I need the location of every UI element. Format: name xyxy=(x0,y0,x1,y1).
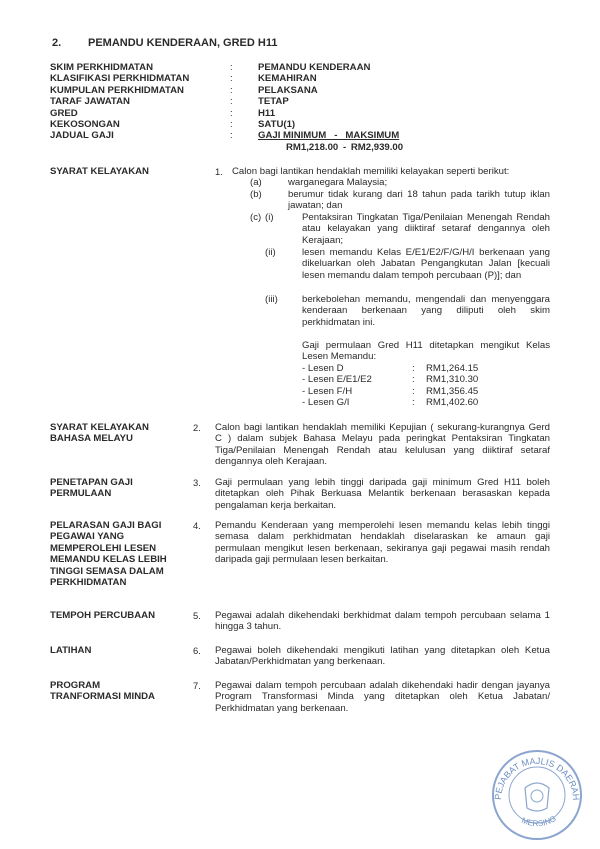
stamp-text-top: PEJABAT MAJLIS DAERAH xyxy=(492,755,582,801)
label-line: PERMULAAN xyxy=(50,488,112,500)
info-row xyxy=(50,62,399,73)
label-line: SYARAT KELAYAKAN xyxy=(50,422,149,433)
info-row xyxy=(50,130,399,141)
info-row xyxy=(50,85,399,96)
license-class: - Lesen G/I xyxy=(302,397,350,409)
info-table xyxy=(50,62,399,142)
section-1-intro: Calon bagi lantikan hendaklah memiliki kelayakan seperti berikut: xyxy=(232,166,510,177)
license-salary: RM1,310.30 xyxy=(426,374,479,386)
colon: : xyxy=(412,397,415,409)
info-label: TARAF JAWATAN xyxy=(50,96,130,108)
item-text: warganegara Malaysia; xyxy=(288,177,388,188)
info-row xyxy=(50,96,399,107)
item-key: (c) xyxy=(250,212,262,223)
info-value: H11 xyxy=(258,107,276,119)
license-list xyxy=(302,363,478,409)
subitem-text: Pentaksiran Tingkatan Tiga/Penilaian Menengah Rendah atau kelayakan yang diiktiraf setaraf dengannya oleh Kerajaan; xyxy=(302,212,550,246)
subitem-key: (iii) xyxy=(265,294,278,305)
section-3-text: Gaji permulaan yang lebih tinggi daripada gaji minimum Gred H11 boleh ditetapkan oleh Pihak Berkuasa Melantik berkenaan berasaskan kepada pengalaman kerja berkaitan. xyxy=(215,477,550,511)
colon: : xyxy=(230,118,233,130)
section-5-text: Pegawai adalah dikehendaki berkhidmat dalam tempoh percubaan selama 1 hingga 3 tahun. xyxy=(215,610,550,633)
section-1-label: SYARAT KELAYAKAN xyxy=(50,166,149,177)
section-title xyxy=(52,38,277,49)
section-3-label xyxy=(50,477,190,500)
item-text: berumur tidak kurang dari 18 tahun pada tarikh tutup iklan jawatan; dan xyxy=(288,189,550,212)
salary-range xyxy=(286,142,403,153)
info-row xyxy=(50,73,399,84)
section-4-label xyxy=(50,520,190,588)
label-line: MEMPEROLEHI LESEN xyxy=(50,542,157,554)
section-number: 5. xyxy=(193,610,201,621)
section-number: 1. xyxy=(215,166,223,177)
label-line: TRANFORMASI MINDA xyxy=(50,691,155,703)
office-stamp xyxy=(487,748,587,843)
license-salary: RM1,356.45 xyxy=(426,385,479,397)
section-number: 7. xyxy=(193,680,201,691)
section-number: 2. xyxy=(52,37,62,49)
colon: : xyxy=(230,107,233,119)
subitem-text: berkebolehan memandu, mengendali dan menyenggara kenderaan berkenaan yang diliputi oleh skim perkhidmatan ini. xyxy=(302,294,550,328)
license-row xyxy=(302,397,478,408)
license-class: - Lesen E/E1/E2 xyxy=(302,374,372,386)
info-label: KEKOSONGAN xyxy=(50,118,120,130)
license-class: - Lesen F/H xyxy=(302,385,353,397)
subitem-key: (i) xyxy=(265,212,274,223)
colon: : xyxy=(230,96,233,108)
info-label: GRED xyxy=(50,107,78,119)
info-label: KLASIFIKASI PERKHIDMATAN xyxy=(50,73,190,85)
section-title-text: PEMANDU KENDERAAN, GRED H11 xyxy=(88,37,278,49)
license-class: - Lesen D xyxy=(302,363,344,374)
section-4-text: Pemandu Kenderaan yang memperolehi lesen memandu kelas lebih tinggi semasa dalam perkhidmatan hendaklah diselaraskan ke amaun gaji permulaan mengikut lesen berkenaan, sekiranya gaji pegawai masih rendah daripada gaji permulaan lesen berkaitan. xyxy=(215,520,550,566)
label-line: PEGAWAI YANG xyxy=(50,531,125,543)
section-2-text: Calon bagi lantikan hendaklah memiliki Kepujian ( sekurang-kurangnya Gerd C ) dalam subjek Bahasa Melayu pada peringkat Pentaksiran Tingkatan Tiga/Penilaian Menengah Rendah atau kelulusan yang diiktiraf setaraf dengannya oleh Kerajaan. xyxy=(215,422,550,468)
item-key: (a) xyxy=(250,177,262,188)
salary-max: RM2,939.00 xyxy=(350,142,404,153)
label-line: TINGGI SEMASA DALAM xyxy=(50,565,164,577)
info-value: PELAKSANA xyxy=(258,84,318,96)
license-row xyxy=(302,374,478,385)
colon: : xyxy=(230,73,233,85)
license-salary: RM1,402.60 xyxy=(426,397,479,409)
colon: : xyxy=(412,385,415,397)
salary-min: RM1,218.00 xyxy=(286,142,339,153)
label-line: PELARASAN GAJI BAGI xyxy=(50,520,162,531)
section-number: 3. xyxy=(193,477,201,488)
info-label: JADUAL GAJI xyxy=(50,130,114,142)
info-label: KUMPULAN PERKHIDMATAN xyxy=(50,84,184,96)
subitem-text: lesen memandu Kelas E/E1/E2/F/G/H/I berkenaan yang dikeluarkan oleh Jabatan Pengangkutan Jalan [kecuali lesen memandu dalam tempoh percubaan (P)]; dan xyxy=(302,247,550,281)
label-line: LATIHAN xyxy=(50,645,92,656)
info-value: KEMAHIRAN xyxy=(258,73,317,85)
section-2-label xyxy=(50,422,190,445)
label-line: BAHASA MELAYU xyxy=(50,433,133,445)
colon: : xyxy=(230,84,233,96)
colon: : xyxy=(230,62,233,73)
license-row xyxy=(302,386,478,397)
info-row xyxy=(50,108,399,119)
section-6-text: Pegawai boleh dikehendaki mengikuti latihan yang ditetapkan oleh Ketua Jabatan/Perkhidmatan yang berkenaan. xyxy=(215,645,550,668)
info-label: SKIM PERKHIDMATAN xyxy=(50,62,154,73)
section-7-label xyxy=(50,680,190,703)
info-value: SATU(1) xyxy=(258,118,296,130)
colon: : xyxy=(230,130,233,142)
section-7-text: Pegawai dalam tempoh percubaan adalah dikehendaki hadir dengan jayanya Program Transformasi Minda yang ditetapkan oleh Ketua Jabatan/ Perkhidmatan yang berkenaan. xyxy=(215,680,550,714)
label-line: PERKHIDMATAN xyxy=(50,577,127,589)
stamp-text-bottom: MERSING xyxy=(520,813,558,829)
section-number: 6. xyxy=(193,645,201,656)
license-row xyxy=(302,363,478,374)
info-value: PEMANDU KENDERAAN xyxy=(258,62,371,73)
label-line: MEMANDU KELAS LEBIH xyxy=(50,554,167,566)
section-number: 4. xyxy=(193,520,201,531)
section-number: 2. xyxy=(193,422,201,433)
label-line: TEMPOH PERCUBAAN xyxy=(50,610,156,621)
license-salary: RM1,264.15 xyxy=(426,363,479,374)
salary-header: GAJI MINIMUM - MAKSIMUM xyxy=(258,130,400,142)
salary-note: Gaji permulaan Gred H11 ditetapkan mengikut Kelas Lesen Memandu: xyxy=(302,340,550,363)
subitem-key: (ii) xyxy=(265,247,276,258)
section-5-label xyxy=(50,610,190,621)
colon: : xyxy=(412,363,415,374)
salary-sep: - xyxy=(342,142,347,153)
info-row xyxy=(50,119,399,130)
info-value: TETAP xyxy=(258,96,289,108)
item-key: (b) xyxy=(250,189,262,200)
section-6-label xyxy=(50,645,190,656)
label-line: PROGRAM xyxy=(50,680,101,691)
label-line: PENETAPAN GAJI xyxy=(50,477,133,488)
colon: : xyxy=(412,374,415,386)
